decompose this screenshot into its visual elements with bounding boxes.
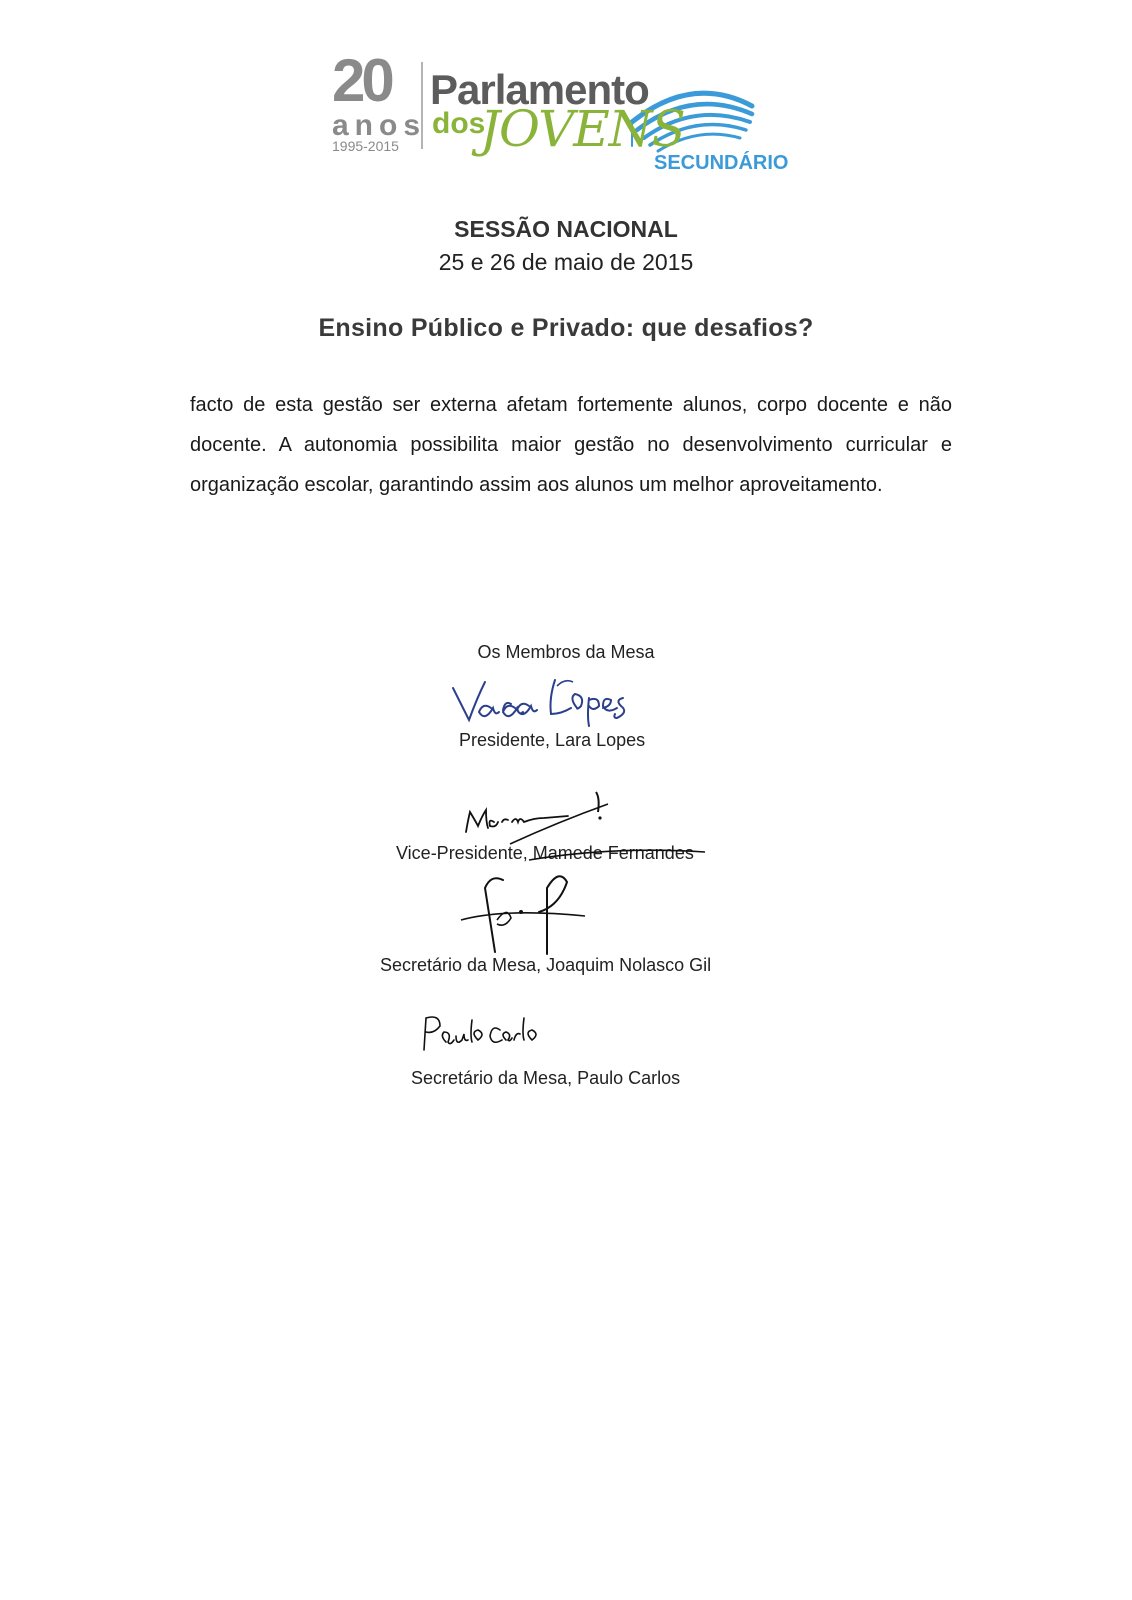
secretary-paulo-signature (418, 1010, 558, 1058)
vice-president-signature (458, 786, 628, 846)
vice-president-strike (525, 842, 715, 864)
session-dates: 25 e 26 de maio de 2015 (438, 249, 694, 275)
logo-years-text: 1995-2015 (332, 138, 399, 154)
president-label: Presidente, Lara Lopes (459, 730, 646, 750)
secretary-paulo-label: Secretário da Mesa, Paulo Carlos (411, 1068, 681, 1088)
signatures-heading: Os Membros da Mesa (477, 642, 655, 662)
logo-anos-text: anos (332, 109, 427, 142)
body-paragraph: facto de esta gestão ser externa afetam fortemente alunos, corpo docente e não docente. A autonomia possibilita maior gestão no desenvolvimento curricular e organização escolar, garantindo assim aos alunos um melhor aproveitamento. (190, 394, 952, 496)
logo-anniversary-number: 20 (332, 47, 391, 114)
session-heading: SESSÃO NACIONAL (454, 216, 678, 242)
logo-parlamento-text: Parlamento (430, 66, 649, 113)
secretary-joaquim-label: Secretário da Mesa, Joaquim Nolasco Gil (380, 955, 712, 975)
parlamento-jovens-logo (332, 47, 802, 184)
logo-dos-text: dos (432, 107, 486, 140)
logo-jovens-text: JOVENS (480, 100, 685, 158)
vice-president-label: Vice-Presidente, Mamede Fernandes (396, 843, 694, 863)
president-signature (445, 668, 655, 730)
secretary-joaquim-signature (455, 868, 595, 956)
document-title: Ensino Público e Privado: que desafios? (318, 314, 814, 342)
logo-secundario-text: SECUNDÁRIO (654, 152, 789, 174)
